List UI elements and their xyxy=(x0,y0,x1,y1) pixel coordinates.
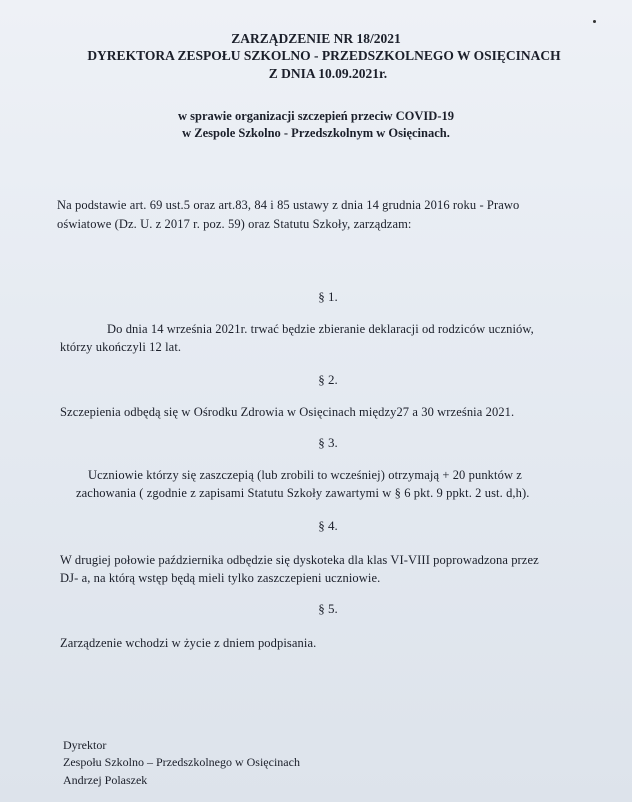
section-4-line-1: W drugiej połowie października odbędzie się dyskoteka dla klas VI-VIII poprowadzona przez xyxy=(60,553,539,567)
subject-line-2: w Zespole Szkolno - Przedszkolnym w Osięcinach. xyxy=(182,126,450,140)
preamble-line-2: oświatowe (Dz. U. z 2017 r. poz. 59) oraz Statutu Szkoły, zarządzam: xyxy=(57,217,412,231)
section-3-line-1: Uczniowie którzy się zaszczepią (lub zrobili to wcześniej) otrzymają + 20 punktów z xyxy=(88,468,522,482)
section-1-mark: § 1. xyxy=(318,289,338,304)
section-2-line-1: Szczepienia odbędą się w Ośrodku Zdrowia w Osięcinach między27 a 30 września 2021. xyxy=(60,405,515,419)
section-1-line-1: Do dnia 14 września 2021r. trwać będzie zbieranie deklaracji od rodziców uczniów, xyxy=(107,322,534,336)
section-1-line-2: którzy ukończyli 12 lat. xyxy=(60,340,182,354)
signature-name: Andrzej Polaszek xyxy=(63,773,148,787)
section-3-line-2: zachowania ( zgodnie z zapisami Statutu Szkoły zawartymi w § 6 pkt. 9 ppkt. 2 ust. d,h). xyxy=(76,486,530,500)
header-title: ZARZĄDZENIE NR 18/2021 xyxy=(231,31,401,46)
preamble-line-1: Na podstawie art. 69 ust.5 oraz art.83, 84 i 85 ustawy z dnia 14 grudnia 2016 roku - Prawo xyxy=(57,198,520,212)
section-5-mark: § 5. xyxy=(318,601,338,616)
section-3-mark: § 3. xyxy=(318,435,338,450)
speck xyxy=(593,20,596,23)
signature-title: Dyrektor xyxy=(63,738,107,752)
section-4-line-2: DJ- a, na którą wstęp będą mieli tylko zaszczepieni uczniowie. xyxy=(60,571,381,585)
section-4-mark: § 4. xyxy=(318,518,338,533)
section-5-line-1: Zarządzenie wchodzi w życie z dniem podpisania. xyxy=(60,636,317,650)
header-date: Z DNIA 10.09.2021r. xyxy=(268,66,388,81)
subject-line-1: w sprawie organizacji szczepień przeciw COVID-19 xyxy=(178,109,454,123)
header-issuer: DYREKTORA ZESPOŁU SZKOLNO - PRZEDSZKOLNEGO W OSIĘCINACH xyxy=(87,48,561,63)
section-2-mark: § 2. xyxy=(318,372,338,387)
signature-institution: Zespołu Szkolno – Przedszkolnego w Osięcinach xyxy=(63,755,300,769)
